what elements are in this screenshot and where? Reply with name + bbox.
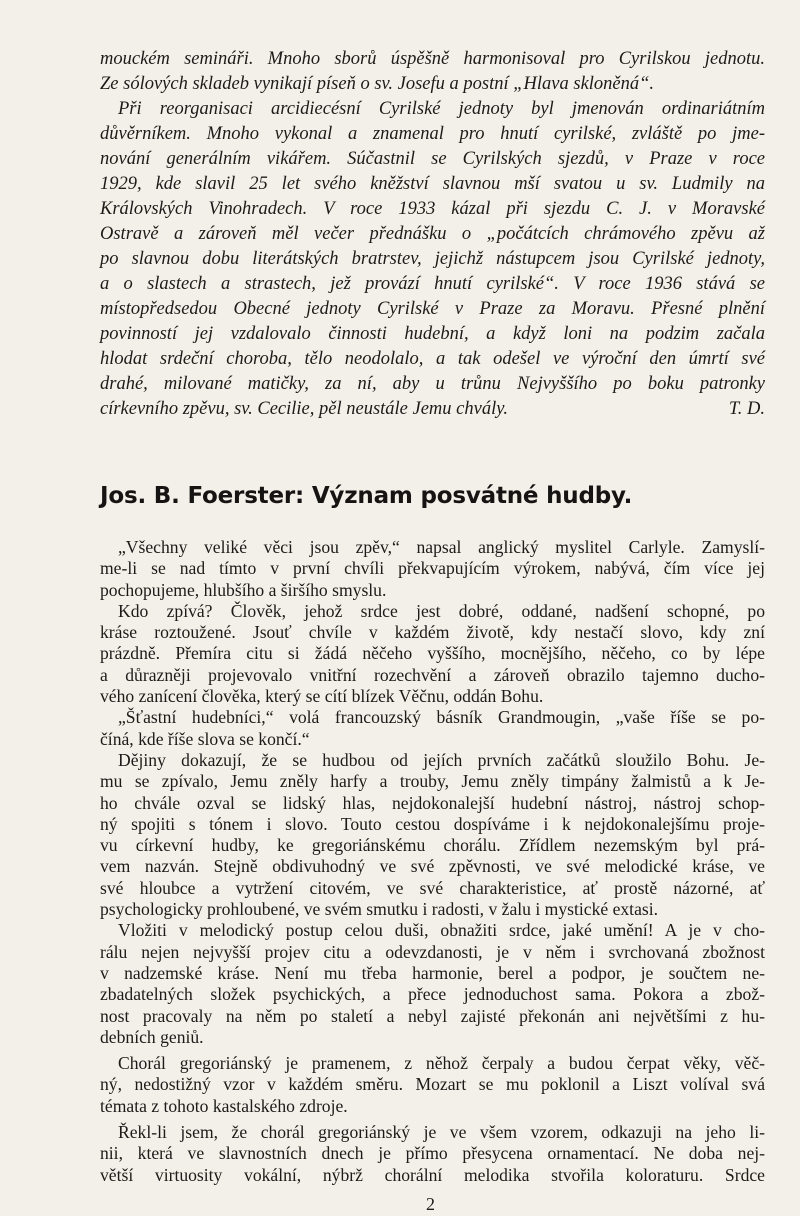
paragraph (100, 537, 765, 601)
text-line: témata z tohoto kastalského zdroje. (100, 1095, 348, 1116)
paragraph (100, 750, 765, 920)
text-line: nování generálním vikářem. Súčastnil se Cyrilských sjezdů, v Praze v roce (100, 149, 765, 169)
text-line: nii, která ve slavnostních dnech je přímo přesycena ornamentací. Ne doba nej- (100, 1143, 765, 1164)
text-line: své hloubce a vytržení citovém, ve své charakteristice, ať prostě názorné, ať (100, 877, 765, 898)
paragraph (100, 920, 765, 1048)
text-line: větší virtuosity vokální, nýbrž chorální melodika stvořila koloraturu. Srdce (100, 1164, 765, 1185)
text-line: me-li se nad tímto v první chvíli překvapujícím výrokem, nabývá, čím více jej (100, 558, 765, 579)
text-line: a o slastech a strastech, jež provází hnutí cyrilské“. V roce 1936 stává se (100, 274, 765, 294)
paragraph (100, 47, 765, 97)
text-line: krásе roztoužené. Jsouť chvíle v každém životě, kdy nestačí slovo, kdy zní (100, 622, 765, 643)
paragraph (100, 97, 765, 422)
text-line: ho chvále ozval se lidský hlas, nejdokonalejší hudební nástroj, nástroj schop- (100, 792, 765, 813)
text-line: drahé, milované matičky, za ní, aby u trůnu Nejvyššího po boku patronky (100, 374, 765, 394)
text-line: Vložiti v melodický postup celou duši, obnažiti srdce, jaké umění! A je v cho- (118, 920, 765, 941)
text-line: pochopujeme, hlubšího a širšího smyslu. (100, 579, 387, 600)
paragraph (100, 601, 765, 707)
paragraph (100, 1122, 765, 1186)
text-line: Dějiny dokazují, že se hudbou od jejích prvních začátků sloužilo Bohu. Je- (118, 749, 765, 770)
text-line: Královských Vinohradech. V roce 1933 kázal při sjezdu C. J. v Moravské (100, 199, 765, 219)
text-line: zbadatelných složek psychických, a přece jednoduchost sama. Pokora a zbož- (100, 984, 765, 1005)
text-line: vého zanícení člověka, který se cítí blízek Věčnu, oddán Bohu. (100, 686, 544, 707)
text-line: debních geniů. (100, 1026, 204, 1047)
text-line: mouckém semináři. Mnoho sborů úspěšně harmonisoval pro Cyrilskou jednotu. (100, 49, 765, 69)
text-line: vem nazván. Stejně obdivuhodný ve své zpěvnosti, ve své melodické kráse, ve (100, 856, 765, 877)
text-line: prázdně. Přemíra citu si žádá něčeho vyššího, mocnějšího, něčeho, co by lépe (100, 643, 765, 664)
text-line: číná, kde říše slova se končí.“ (100, 728, 310, 749)
article-heading: Jos. B. Foerster: Význam posvátné hudby. (100, 483, 633, 509)
text-line: vu církevní hudby, ke gregoriánskému chorálu. Zřídlem nezemským byl prá- (100, 835, 765, 856)
text-line: nost pracovaly na něm po staletí a nebyl zajisté překonán ani největšími z hu- (100, 1005, 765, 1026)
text-line: „Všechny veliké věci jsou zpěv,“ napsal anglický myslitel Carlyle. Zamyslí- (118, 537, 765, 557)
author-signature: T. D. (728, 399, 765, 419)
text-line: Chorál gregoriánský je pramenem, z něhož čerpaly a budou čerpat věky, věč- (118, 1053, 765, 1074)
text-line: ný, nedostižný vzor v každém směru. Mozart se mu poklonil a Liszt volíval svá (100, 1074, 765, 1095)
text-line: povinností jej vzdalovalo činnosti hudební, a když loni na podzim začala (100, 324, 765, 344)
text-line: po slavnou dobu literátských bratrstev, jejichž nástupcem jsou Cyrilské jednoty, (100, 249, 765, 269)
text-line: ný spojiti s tónem i slovo. Touto cestou dospíváme i k nejdokonalejšímu proje- (100, 813, 765, 834)
text-line: místopředsedou Obecné jednoty Cyrilské v Praze za Moravu. Přesné plnění (100, 299, 765, 319)
text-line: v nadzemské kráse. Není mu třeba harmonie, berel a podpor, je součtem ne- (100, 962, 765, 983)
obituary-section (100, 47, 765, 422)
text-line: Při reorganisaci arcidiecésní Cyrilské jednoty byl jmenován ordinariátním (118, 99, 765, 119)
article-body (100, 537, 765, 1186)
text-line: církevního zpěvu, sv. Cecilie, pěl neustále Jemu chvály. (100, 399, 509, 419)
paragraph (100, 707, 765, 750)
text-line: mu se zpívalo, Jemu zněly harfy a trouby, Jemu zněly timpány žalmistů a k Je- (100, 771, 765, 792)
text-line: psychologicky prohloubené, ve svém smutku i radosti, v žalu i mystické extasi. (100, 899, 659, 920)
text-line: a důrazněji projevovalo vnitřní rozechvění a zároveň obrazilo tajemno ducho- (100, 664, 765, 685)
text-line: rálu nejen nejvyšší projev citu a odevzdanosti, je v něm i svrchovaná zbožnost (100, 941, 765, 962)
text-line: důvěrníkem. Mnoho vykonal a znamenal pro hnutí cyrilské, zvláště po jme- (100, 124, 765, 144)
page-number: 2 (426, 1194, 435, 1214)
text-line: 1929, kde slavil 25 let svého kněžství slavnou mší svatou u sv. Ludmily na (100, 174, 765, 194)
text-line: „Šťastní hudebníci,“ volá francouzský básník Grandmougin, „vaše říše se po- (118, 707, 765, 728)
text-line: Řekl-li jsem, že chorál gregoriánský je ve všem vzorem, odkazuji na jeho li- (118, 1122, 765, 1143)
text-line: Ze sólových skladeb vynikají píseň o sv. Josefu a postní „Hlava skloněná“. (100, 74, 655, 94)
paragraph (100, 1053, 765, 1117)
text-line: Ostravě a zároveň měl večer přednášku o „počátcích chrámového zpěvu až (100, 224, 765, 244)
text-line: hlodat srdeční choroba, tělo neodolalo, a tak odešel ve výroční den úmrtí své (100, 349, 765, 369)
text-line: Kdo zpívá? Člověk, jehož srdce jest dobré, oddané, nadšení schopné, po (118, 600, 765, 621)
